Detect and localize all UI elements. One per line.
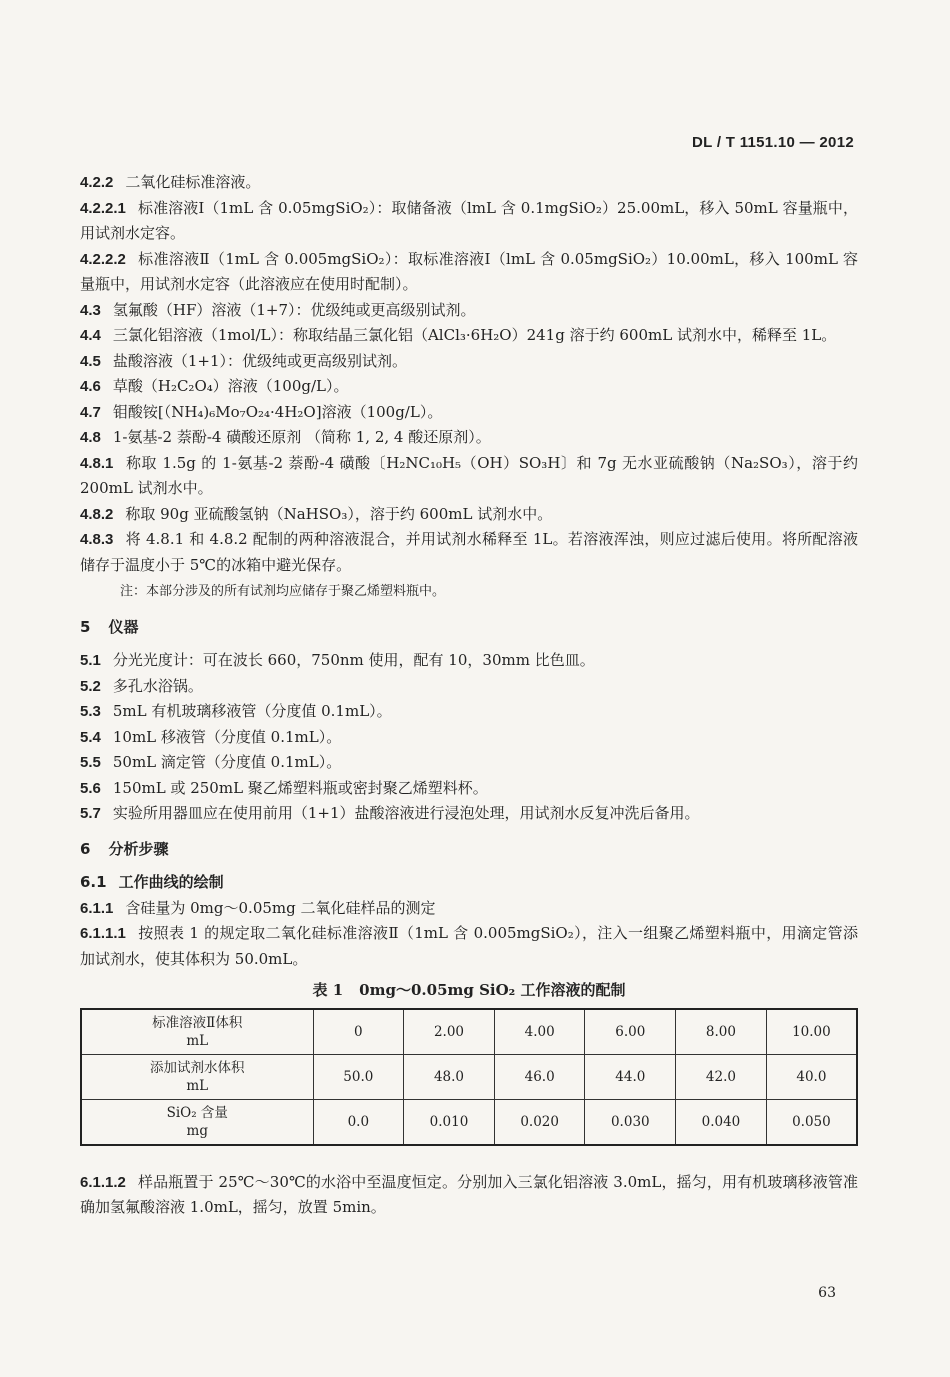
- table-cell: 44.0: [585, 1054, 676, 1099]
- clause-number: 4.8.2: [80, 505, 114, 523]
- table-cell: 46.0: [494, 1054, 585, 1099]
- row-unit: mL: [186, 1077, 209, 1094]
- clause-number: 5.5: [80, 754, 101, 771]
- clause: [80, 349, 858, 375]
- clause: [80, 896, 858, 922]
- row-label: 添加试剂水体积: [150, 1059, 245, 1076]
- clause: [80, 323, 858, 349]
- table-cell: 0: [313, 1009, 404, 1055]
- clause: [80, 921, 858, 972]
- clause: [80, 1170, 858, 1221]
- clause-text: 按照表 1 的规定取二氧化硅标准溶液Ⅱ（1mL 含 0.005mgSiO₂），注入一组聚乙烯塑料瓶中，用滴定管添加试剂水，使其体积为 50.0mL。: [80, 924, 858, 968]
- clause-number: 4.7: [80, 403, 101, 421]
- clause-number: 5.2: [80, 677, 101, 695]
- table-cell: 4.00: [494, 1009, 585, 1055]
- working-solution-table: [80, 1008, 858, 1146]
- table-cell: 10.00: [766, 1009, 857, 1055]
- table-cell: 6.00: [585, 1009, 676, 1055]
- row-unit: mg: [186, 1122, 208, 1139]
- clause-text: 分光光度计：可在波长 660，750nm 使用，配有 10，30mm 比色皿。: [112, 651, 595, 669]
- clause-text: 样品瓶置于 25℃～30℃的水浴中至温度恒定。分别加入三氯化铝溶液 3.0mL，摇匀，用有机玻璃移液管准确加氢氟酸溶液 1.0mL，摇匀，放置 5min。: [80, 1172, 858, 1216]
- clause-text: 5mL 有机玻璃移液管（分度值 0.1mL）。: [112, 702, 392, 720]
- clause: [80, 170, 858, 196]
- table-cell: 8.00: [676, 1009, 767, 1055]
- clause-number: 6.1.1: [80, 899, 114, 917]
- clause: [80, 750, 858, 776]
- subsection-heading-working-curve: [80, 870, 858, 896]
- clause: [80, 776, 858, 802]
- clause-number: 4.8.3: [80, 531, 114, 548]
- reagent-items-section: [80, 170, 858, 605]
- row-label: SiO₂ 含量: [166, 1104, 228, 1121]
- table-title: 0mg～0.05mg SiO₂ 工作溶液的配制: [359, 981, 626, 999]
- clause: [80, 527, 858, 578]
- clause: [80, 298, 858, 324]
- clause-text: 含硅量为 0mg～0.05mg 二氧化硅样品的测定: [125, 898, 436, 917]
- row-label: 标准溶液Ⅱ体积: [152, 1014, 243, 1031]
- clause-number: 4.8: [80, 429, 101, 446]
- clause: [80, 425, 858, 451]
- subsection-number: 6.1: [80, 873, 107, 891]
- table-cell: 0.0: [313, 1099, 404, 1145]
- clause-number: 6.1.1.2: [80, 1173, 126, 1191]
- clause-text: 150mL 或 250mL 聚乙烯塑料瓶或密封聚乙烯塑料杯。: [112, 778, 488, 797]
- row-header-cell: [81, 1099, 313, 1145]
- clause-text: 1-氨基-2 萘酚-4 磺酸还原剂 （简称 1, 2, 4 酸还原剂）。: [112, 428, 491, 446]
- section-number: 5: [80, 617, 91, 636]
- table-cell: 50.0: [313, 1054, 404, 1099]
- clause-number: 4.2.2.1: [80, 199, 126, 217]
- clause-text: 草酸（H₂C₂O₄）溶液（100g/L）。: [112, 377, 349, 395]
- clause-number: 5.3: [80, 703, 101, 720]
- table-cell: 0.050: [766, 1099, 857, 1145]
- clause-number: 5.4: [80, 728, 101, 746]
- instrument-items-section: [80, 648, 858, 827]
- clause: [80, 374, 858, 400]
- table-row: [81, 1009, 857, 1055]
- clause-text: 标准溶液Ⅰ（1mL 含 0.05mgSiO₂）：取储备液（lmL 含 0.1mgSiO₂）25.00mL，移入 50mL 容量瓶中，用试剂水定容。: [80, 198, 858, 242]
- clause: [80, 801, 858, 827]
- table-cell: 2.00: [404, 1009, 495, 1055]
- clause-text: 盐酸溶液（1+1）：优级纯或更高级别试剂。: [112, 351, 408, 370]
- clause-number: 4.4: [80, 327, 101, 344]
- table-cell: 40.0: [766, 1054, 857, 1099]
- page-number: 63: [818, 1285, 836, 1301]
- clause-text: 50mL 滴定管（分度值 0.1mL）。: [112, 753, 342, 771]
- clause-number: 4.2.2.2: [80, 250, 126, 268]
- clause-number: 4.2.2: [80, 174, 114, 191]
- clause-text: 10mL 移液管（分度值 0.1mL）。: [112, 727, 342, 746]
- section-heading-analysis-steps: [80, 837, 858, 863]
- clause: [80, 247, 858, 298]
- clause-number: 4.5: [80, 352, 101, 370]
- table-row: [81, 1054, 857, 1099]
- clause-number: 5.6: [80, 779, 101, 797]
- subsection-title: 工作曲线的绘制: [118, 873, 224, 891]
- clause-text: 称取 90g 亚硫酸氢钠（NaHSO₃），溶于约 600mL 试剂水中。: [125, 504, 553, 523]
- storage-note: 注：本部分涉及的所有试剂均应储存于聚乙烯塑料瓶中。: [120, 584, 446, 599]
- clause: [80, 725, 858, 751]
- row-unit: mL: [186, 1032, 209, 1049]
- clause-number: 4.3: [80, 301, 101, 319]
- clause-number: 4.6: [80, 378, 101, 395]
- table-cell: 48.0: [404, 1054, 495, 1099]
- table-cell: 0.020: [494, 1099, 585, 1145]
- table-cell: 42.0: [676, 1054, 767, 1099]
- clause-text: 二氧化硅标准溶液。: [125, 173, 261, 191]
- clause-number: 5.7: [80, 805, 101, 822]
- clause: [80, 400, 858, 426]
- section-title: 仪器: [108, 617, 139, 636]
- row-header-cell: [81, 1009, 313, 1055]
- row-header-cell: [81, 1054, 313, 1099]
- table-row: [81, 1099, 857, 1145]
- clause-number: 4.8.1: [80, 454, 114, 472]
- table-cell: 0.030: [585, 1099, 676, 1145]
- clause-text: 三氯化铝溶液（1mol/L）：称取结晶三氯化铝（AlCl₃·6H₂O）241g 溶于约 600mL 试剂水中，稀释至 1L。: [112, 326, 837, 344]
- table-cell: 0.040: [676, 1099, 767, 1145]
- clause: [80, 699, 858, 725]
- section-title: 分析步骤: [108, 839, 169, 858]
- clause-text: 多孔水浴锅。: [112, 676, 203, 695]
- clause-text: 称取 1.5g 的 1-氨基-2 萘酚-4 磺酸〔H₂NC₁₀H₅（OH）SO₃H〕和 7g 无水亚硫酸钠（Na₂SO₃），溶于约 200mL 试剂水中。: [80, 453, 858, 497]
- clause-text: 将 4.8.1 和 4.8.2 配制的两种溶液混合，并用试剂水稀释至 1L。若溶液浑浊，则应过滤后使用。将所配溶液储存于温度小于 5℃的冰箱中避光保存。: [80, 530, 858, 574]
- clause-text: 钼酸铵[（NH₄)₆Mo₇O₂₄·4H₂O]溶液（100g/L）。: [112, 402, 443, 421]
- clause: [80, 196, 858, 247]
- clause-number: 5.1: [80, 652, 101, 669]
- section-heading-instruments: [80, 615, 858, 641]
- section-number: 6: [80, 839, 91, 858]
- clause: [80, 674, 858, 700]
- table-number: 表 1: [312, 981, 344, 999]
- clause-text: 氢氟酸（HF）溶液（1+7）：优级纯或更高级别试剂。: [112, 300, 476, 319]
- page-content: [80, 170, 858, 1221]
- clause-text: 标准溶液Ⅱ（1mL 含 0.005mgSiO₂）：取标准溶液Ⅰ（lmL 含 0.05mgSiO₂）10.00mL，移入 100mL 容量瓶中，用试剂水定容（此溶液应在使用时配制）。: [80, 249, 858, 293]
- clause: [80, 648, 858, 674]
- clause-text: 实验所用器皿应在使用前用（1+1）盐酸溶液进行浸泡处理，用试剂水反复冲洗后备用。: [112, 804, 700, 822]
- clause: [80, 451, 858, 502]
- clause: [80, 502, 858, 528]
- table-caption: [80, 978, 858, 1004]
- table-cell: 0.010: [404, 1099, 495, 1145]
- standard-code-header: DL / T 1151.10 — 2012: [692, 134, 854, 151]
- clause-number: 6.1.1.1: [80, 925, 126, 942]
